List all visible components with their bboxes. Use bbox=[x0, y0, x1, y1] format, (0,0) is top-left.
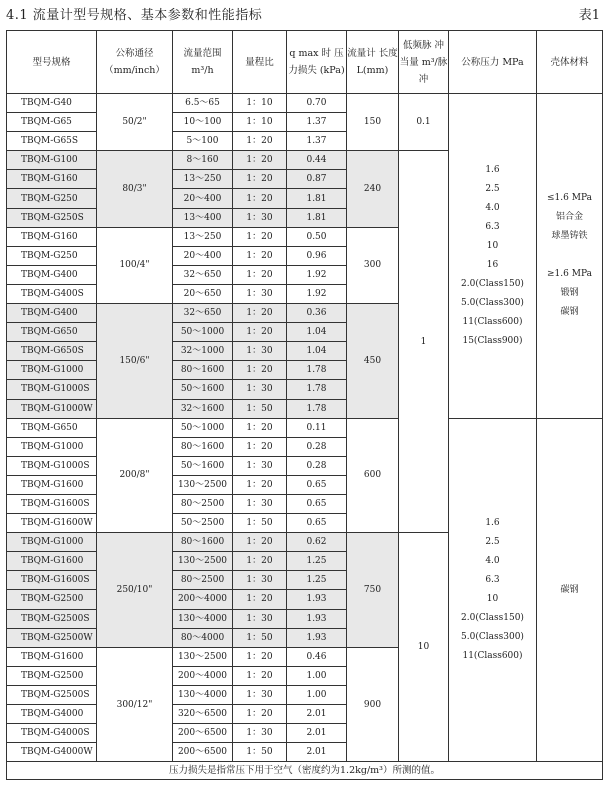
cell-model: TBQM-G250 bbox=[7, 246, 97, 265]
cell-flow: 5～100 bbox=[173, 132, 233, 151]
cell-loss: 1.93 bbox=[287, 628, 347, 647]
cell-model: TBQM-G1600W bbox=[7, 514, 97, 533]
cell-loss: 1.00 bbox=[287, 666, 347, 685]
cell-model: TBQM-G65S bbox=[7, 132, 97, 151]
cell-model: TBQM-G400 bbox=[7, 265, 97, 284]
cell-flow: 32～1000 bbox=[173, 342, 233, 361]
pressure-value: 4.0 bbox=[485, 202, 500, 213]
table-row bbox=[7, 94, 603, 113]
cell-ratio: 1：20 bbox=[233, 151, 287, 170]
pressure-upper bbox=[449, 94, 537, 419]
header-diameter: 公称通径（mm/inch） bbox=[97, 31, 173, 94]
cell-model: TBQM-G1000S bbox=[7, 380, 97, 399]
material-value: 锻钢 bbox=[560, 288, 579, 299]
cell-loss: 1.78 bbox=[287, 380, 347, 399]
cell-loss: 0.28 bbox=[287, 456, 347, 475]
cell-ratio: 1：30 bbox=[233, 494, 287, 513]
cell-ratio: 1：30 bbox=[233, 284, 287, 303]
cell-ratio: 1：20 bbox=[233, 666, 287, 685]
cell-ratio: 1：20 bbox=[233, 552, 287, 571]
header-material: 壳体材料 bbox=[537, 31, 603, 94]
cell-loss: 1.04 bbox=[287, 323, 347, 342]
cell-flow: 130～2500 bbox=[173, 647, 233, 666]
cell-flow: 20～400 bbox=[173, 246, 233, 265]
cell-model: TBQM-G1600S bbox=[7, 571, 97, 590]
cell-model: TBQM-G1000 bbox=[7, 361, 97, 380]
cell-ratio: 1：20 bbox=[233, 265, 287, 284]
header-flow: 流量范围 m³/h bbox=[173, 31, 233, 94]
cell-length: 900 bbox=[347, 647, 399, 762]
table-row bbox=[7, 418, 603, 437]
cell-model: TBQM-G250 bbox=[7, 189, 97, 208]
spec-table bbox=[6, 30, 603, 780]
pressure-value: 2.0(Class150) bbox=[461, 278, 524, 289]
cell-pulse: 10 bbox=[399, 533, 449, 762]
note-row bbox=[7, 762, 603, 780]
cell-diameter: 100/4" bbox=[97, 227, 173, 303]
cell-ratio: 1：20 bbox=[233, 475, 287, 494]
cell-loss: 1.93 bbox=[287, 590, 347, 609]
material-value: ≥1.6 MPa bbox=[547, 269, 592, 280]
cell-flow: 80～4000 bbox=[173, 628, 233, 647]
cell-model: TBQM-G65 bbox=[7, 113, 97, 132]
cell-ratio: 1：30 bbox=[233, 685, 287, 704]
pressure-value: 1.6 bbox=[485, 164, 500, 175]
cell-model: TBQM-G4000 bbox=[7, 705, 97, 724]
header-length: 流量计 长度 L(mm) bbox=[347, 31, 399, 94]
material-upper bbox=[537, 94, 603, 419]
pressure-lower bbox=[449, 418, 537, 762]
cell-flow: 80～1600 bbox=[173, 361, 233, 380]
cell-loss: 0.70 bbox=[287, 94, 347, 113]
pressure-value: 11(Class600) bbox=[462, 316, 523, 327]
pressure-value: 6.3 bbox=[485, 574, 500, 585]
cell-loss: 2.01 bbox=[287, 724, 347, 743]
material-value: 碳钢 bbox=[560, 307, 579, 318]
cell-loss: 0.62 bbox=[287, 533, 347, 552]
cell-flow: 320～6500 bbox=[173, 705, 233, 724]
cell-model: TBQM-G1000 bbox=[7, 437, 97, 456]
cell-model: TBQM-G1600 bbox=[7, 552, 97, 571]
cell-flow: 50～1000 bbox=[173, 418, 233, 437]
cell-model: TBQM-G160 bbox=[7, 170, 97, 189]
cell-ratio: 1：10 bbox=[233, 94, 287, 113]
cell-loss: 0.50 bbox=[287, 227, 347, 246]
pressure-value: 4.0 bbox=[485, 555, 500, 566]
cell-flow: 130～2500 bbox=[173, 552, 233, 571]
cell-model: TBQM-G2500 bbox=[7, 666, 97, 685]
cell-flow: 13～250 bbox=[173, 227, 233, 246]
cell-loss: 0.44 bbox=[287, 151, 347, 170]
cell-loss: 1.37 bbox=[287, 132, 347, 151]
cell-ratio: 1：20 bbox=[233, 705, 287, 724]
cell-diameter: 300/12" bbox=[97, 647, 173, 762]
cell-model: TBQM-G400 bbox=[7, 304, 97, 323]
cell-loss: 1.04 bbox=[287, 342, 347, 361]
cell-loss: 1.81 bbox=[287, 208, 347, 227]
cell-loss: 1.37 bbox=[287, 113, 347, 132]
cell-flow: 80～1600 bbox=[173, 533, 233, 552]
cell-loss: 1.00 bbox=[287, 685, 347, 704]
cell-loss: 0.96 bbox=[287, 246, 347, 265]
material-value bbox=[537, 246, 602, 265]
cell-length: 450 bbox=[347, 304, 399, 419]
cell-flow: 50～1600 bbox=[173, 380, 233, 399]
cell-diameter: 250/10" bbox=[97, 533, 173, 648]
pressure-value: 16 bbox=[486, 259, 499, 270]
cell-flow: 130～4000 bbox=[173, 685, 233, 704]
pressure-value: 2.5 bbox=[485, 183, 500, 194]
cell-model: TBQM-G1600 bbox=[7, 647, 97, 666]
cell-flow: 80～2500 bbox=[173, 571, 233, 590]
cell-ratio: 1：50 bbox=[233, 399, 287, 418]
cell-flow: 32～650 bbox=[173, 304, 233, 323]
cell-ratio: 1：20 bbox=[233, 418, 287, 437]
section-title: 4.1 流量计型号规格、基本参数和性能指标 bbox=[6, 8, 263, 23]
cell-diameter: 80/3" bbox=[97, 151, 173, 227]
cell-loss: 1.92 bbox=[287, 265, 347, 284]
cell-diameter: 200/8" bbox=[97, 418, 173, 533]
cell-flow: 130～4000 bbox=[173, 609, 233, 628]
cell-loss: 1.25 bbox=[287, 552, 347, 571]
header-model: 型号规格 bbox=[7, 31, 97, 94]
cell-flow: 32～1600 bbox=[173, 399, 233, 418]
cell-model: TBQM-G1600S bbox=[7, 494, 97, 513]
cell-ratio: 1：50 bbox=[233, 743, 287, 762]
cell-diameter: 50/2" bbox=[97, 94, 173, 151]
cell-ratio: 1：30 bbox=[233, 456, 287, 475]
cell-ratio: 1：30 bbox=[233, 724, 287, 743]
cell-flow: 50～2500 bbox=[173, 514, 233, 533]
pressure-value: 5.0(Class300) bbox=[461, 631, 524, 642]
cell-ratio: 1：20 bbox=[233, 361, 287, 380]
cell-length: 600 bbox=[347, 418, 399, 533]
cell-length: 150 bbox=[347, 94, 399, 151]
cell-loss: 0.11 bbox=[287, 418, 347, 437]
cell-flow: 200～4000 bbox=[173, 590, 233, 609]
cell-ratio: 1：20 bbox=[233, 437, 287, 456]
cell-loss: 1.81 bbox=[287, 189, 347, 208]
table-body bbox=[7, 94, 603, 762]
cell-flow: 8～160 bbox=[173, 151, 233, 170]
cell-length: 300 bbox=[347, 227, 399, 303]
cell-loss: 0.65 bbox=[287, 494, 347, 513]
cell-loss: 0.46 bbox=[287, 647, 347, 666]
cell-model: TBQM-G1000 bbox=[7, 533, 97, 552]
cell-loss: 1.25 bbox=[287, 571, 347, 590]
cell-loss: 0.65 bbox=[287, 475, 347, 494]
cell-model: TBQM-G650 bbox=[7, 418, 97, 437]
material-lower: 碳钢 bbox=[537, 418, 603, 762]
cell-flow: 32～650 bbox=[173, 265, 233, 284]
cell-ratio: 1：10 bbox=[233, 113, 287, 132]
cell-ratio: 1：20 bbox=[233, 533, 287, 552]
cell-flow: 200～4000 bbox=[173, 666, 233, 685]
cell-flow: 20～650 bbox=[173, 284, 233, 303]
cell-ratio: 1：20 bbox=[233, 323, 287, 342]
pressure-value: 1.6 bbox=[485, 517, 500, 528]
cell-flow: 6.5～65 bbox=[173, 94, 233, 113]
cell-ratio: 1：20 bbox=[233, 304, 287, 323]
header-row bbox=[7, 31, 603, 94]
cell-ratio: 1：20 bbox=[233, 132, 287, 151]
cell-loss: 1.92 bbox=[287, 284, 347, 303]
cell-flow: 200～6500 bbox=[173, 743, 233, 762]
cell-pulse: 0.1 bbox=[399, 94, 449, 151]
material-value: 球墨铸铁 bbox=[551, 231, 588, 242]
cell-ratio: 1：20 bbox=[233, 227, 287, 246]
cell-flow: 80～2500 bbox=[173, 494, 233, 513]
cell-ratio: 1：20 bbox=[233, 189, 287, 208]
cell-length: 240 bbox=[347, 151, 399, 227]
cell-pulse: 1 bbox=[399, 151, 449, 533]
cell-flow: 10～100 bbox=[173, 113, 233, 132]
cell-length: 750 bbox=[347, 533, 399, 648]
cell-ratio: 1：30 bbox=[233, 342, 287, 361]
cell-ratio: 1：30 bbox=[233, 208, 287, 227]
cell-diameter: 150/6" bbox=[97, 304, 173, 419]
cell-loss: 0.65 bbox=[287, 514, 347, 533]
cell-model: TBQM-G650 bbox=[7, 323, 97, 342]
pressure-value: 6.3 bbox=[485, 221, 500, 232]
cell-flow: 13～400 bbox=[173, 208, 233, 227]
cell-model: TBQM-G2500 bbox=[7, 590, 97, 609]
material-value: ≤1.6 MPa bbox=[547, 193, 592, 204]
cell-loss: 0.87 bbox=[287, 170, 347, 189]
cell-ratio: 1：20 bbox=[233, 170, 287, 189]
cell-ratio: 1：30 bbox=[233, 380, 287, 399]
pressure-value: 10 bbox=[486, 240, 499, 251]
cell-model: TBQM-G4000W bbox=[7, 743, 97, 762]
cell-ratio: 1：20 bbox=[233, 647, 287, 666]
cell-flow: 20～400 bbox=[173, 189, 233, 208]
pressure-value: 2.0(Class150) bbox=[461, 612, 524, 623]
cell-ratio: 1：30 bbox=[233, 571, 287, 590]
header-loss: q max 时 压力损失 (kPa) bbox=[287, 31, 347, 94]
pressure-value: 15(Class900) bbox=[462, 335, 523, 346]
table-number: 表1 bbox=[578, 8, 600, 23]
cell-model: TBQM-G2500S bbox=[7, 685, 97, 704]
cell-model: TBQM-G650S bbox=[7, 342, 97, 361]
cell-model: TBQM-G160 bbox=[7, 227, 97, 246]
cell-model: TBQM-G100 bbox=[7, 151, 97, 170]
cell-loss: 1.78 bbox=[287, 361, 347, 380]
cell-ratio: 1：20 bbox=[233, 246, 287, 265]
cell-flow: 80～1600 bbox=[173, 437, 233, 456]
pressure-value: 11(Class600) bbox=[462, 650, 523, 661]
cell-loss: 2.01 bbox=[287, 705, 347, 724]
pressure-value: 2.5 bbox=[485, 536, 500, 547]
cell-model: TBQM-G400S bbox=[7, 284, 97, 303]
cell-flow: 200～6500 bbox=[173, 724, 233, 743]
cell-flow: 50～1600 bbox=[173, 456, 233, 475]
cell-ratio: 1：30 bbox=[233, 609, 287, 628]
header-ratio: 量程比 bbox=[233, 31, 287, 94]
material-value: 铝合金 bbox=[555, 212, 583, 223]
cell-model: TBQM-G40 bbox=[7, 94, 97, 113]
cell-ratio: 1：20 bbox=[233, 590, 287, 609]
cell-loss: 1.78 bbox=[287, 399, 347, 418]
cell-model: TBQM-G250S bbox=[7, 208, 97, 227]
cell-flow: 13～250 bbox=[173, 170, 233, 189]
cell-model: TBQM-G2500W bbox=[7, 628, 97, 647]
cell-ratio: 1：50 bbox=[233, 514, 287, 533]
cell-flow: 130～2500 bbox=[173, 475, 233, 494]
cell-model: TBQM-G1000W bbox=[7, 399, 97, 418]
footnote: 压力损失是指常压下用于空气（密度约为1.2kg/m³）所测的值。 bbox=[7, 762, 603, 780]
cell-model: TBQM-G1600 bbox=[7, 475, 97, 494]
cell-loss: 1.93 bbox=[287, 609, 347, 628]
cell-loss: 2.01 bbox=[287, 743, 347, 762]
cell-ratio: 1：50 bbox=[233, 628, 287, 647]
cell-model: TBQM-G1000S bbox=[7, 456, 97, 475]
header-pulse: 低频脉 冲当量 m³/脉冲 bbox=[399, 31, 449, 94]
pressure-value: 5.0(Class300) bbox=[461, 297, 524, 308]
header-pressure: 公称压力 MPa bbox=[449, 31, 537, 94]
cell-loss: 0.36 bbox=[287, 304, 347, 323]
cell-flow: 50～1000 bbox=[173, 323, 233, 342]
pressure-value: 10 bbox=[486, 593, 499, 604]
cell-loss: 0.28 bbox=[287, 437, 347, 456]
cell-model: TBQM-G2500S bbox=[7, 609, 97, 628]
cell-model: TBQM-G4000S bbox=[7, 724, 97, 743]
